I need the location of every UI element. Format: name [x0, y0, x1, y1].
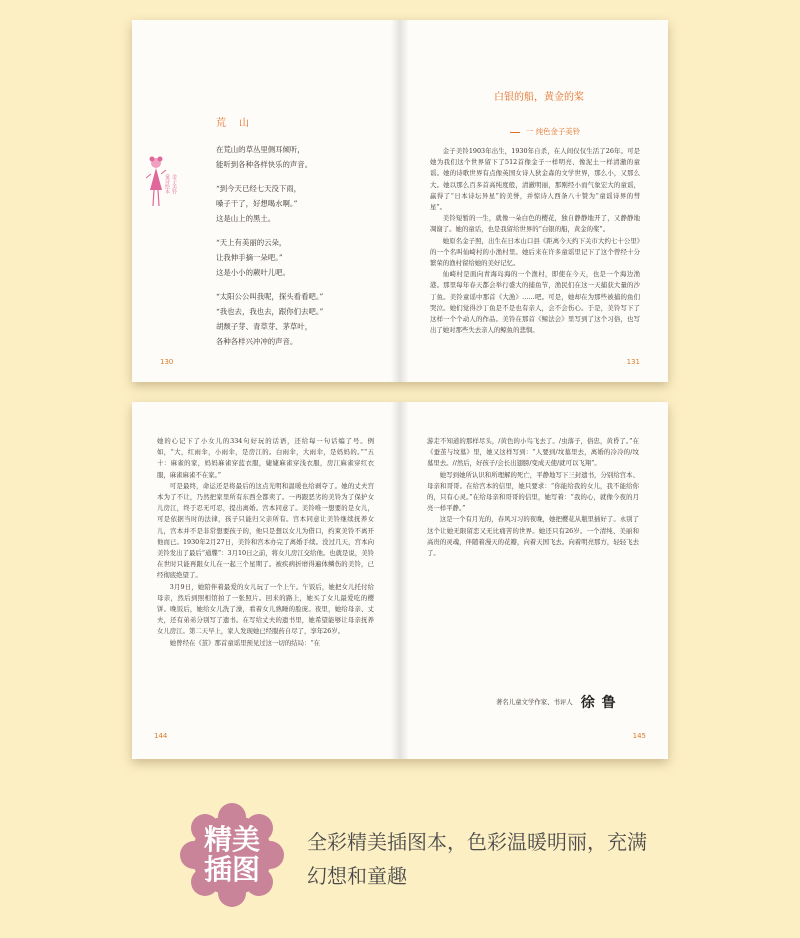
girl-illustration	[146, 156, 176, 220]
paragraph: 可是最终，命运还是将最后的这点光明和温暖也给剥夺了。她的丈夫宫本为了不让，乃然把家里所有东西全都卖了。一再跟恶劣的美铃为了保护女儿房江，终于忍无可忍，提出离婚。宫本同意了。美铃唯一想要的是女儿，可是依据当时的法律，孩子只能归父亲所有。宫本同意让美铃继续抚养女儿，宫本并不是非常想要孩子的，他只是想以女儿为借口，约束美铃不离开他而已。1930年2月27日，美铃和宫本办完了离婚手续。没过几天，宫本向美铃发出了最后“通牒”：3月10日之前，将女儿房江交给他。也就是说，美铃在世时只能再跟女儿在一起三个星期了。被疾病折磨得遍体鳞伤的美铃，已经彻底绝望了。	[157, 481, 374, 580]
essay-title: 白银的船，黄金的桨	[494, 92, 584, 103]
deco-caption: 金子美铃 童诗绘本	[164, 174, 177, 194]
book-gutter	[391, 402, 409, 759]
signature-caption: 著名儿童文学作家、书评人	[496, 698, 573, 706]
page-number: 130	[160, 358, 174, 366]
badge-label: 精美 插图	[203, 823, 260, 886]
signature: 徐 鲁	[580, 695, 617, 711]
page-144	[132, 402, 400, 759]
paragraph: 3月9日，她陪伴着最爱的女儿玩了一个上午。午饭后，她把女儿托付给母亲，然后到照相馆拍了一张照片。回来的路上，她买了女儿最爱吃的樱饼。晚饭后，她给女儿洗了澡，看着女儿熟睡的脸庞。夜里，她给母亲、丈夫，还有弟弟分别写了遗书。在写给丈夫的遗书里，她希望能够让母亲抚养女儿房江。第二天早上，家人发现她已经服药自尽了，享年26岁。	[157, 582, 374, 636]
book-gutter	[391, 20, 409, 382]
essay-body	[157, 436, 374, 649]
book-spread-top	[132, 20, 668, 382]
feature-caption: 全彩精美插图本，色彩温暖明丽，充满幻想和童趣	[307, 830, 647, 888]
paragraph: 她原名金子照，出生在日本山口县《距离今天约下关市大约七十公里》的一个名叫仙崎村的小渔村里。她后来在许多童谣里记下了这个曾经十分繁荣的渔村留给她的美好记忆。	[430, 236, 640, 268]
stanza: “天上有美丽的云朵， 让我伸手摘一朵吧。” 这是小小的蕨叶儿吧。	[216, 238, 290, 277]
page-145	[400, 402, 668, 759]
poem-title: 荒 山	[216, 118, 255, 129]
paragraph: 她写到她所认识和所理解的死亡，平静地写下三封遗书，分别给宫本、母亲和哥哥。在给宫本的信里，她只要求：“你能给我的女儿，我不能给你的，只有心灵。”在给母亲和哥哥的信里，她写着：“我的心，就像今夜的月亮一样平静。”	[427, 470, 639, 513]
paragraph: 她的心记下了小女儿的334句好玩的话语，还给每一句话编了号。例如，“大，红雨伞，小雨伞，是房江的。白雨伞，大雨伞，是妈妈的。”“五十：麻雀的家，妈妈麻雀穿蓝衣服，婕婕麻雀穿浅衣服，房江麻雀穿红衣服，麻雀麻雀不在家。”	[157, 437, 374, 479]
essay-body	[430, 146, 640, 336]
page-number: 145	[632, 732, 646, 740]
stanza: “太阳公公叫我呢，探头看看吧。” “我也去，我也去，跟你们去吧。” 胡颓子芽、青草芽、茅草叶， 各种各样兴冲冲的声音。	[216, 292, 324, 346]
paragraph: 游走不知道的那样尽头，/黄色的小鸟飞去了。/虫落子，俗忠，黄昏了。”在《蚕茧与坟墓》里，她又这样写到：“人要到/坟墓里去，离婚的冷冷的/坟墓里去。//然后，好孩子/会长出翅膀/变成天使/就可以飞翔”。	[427, 437, 639, 468]
paragraph: 金子美铃1903年出生，1930年自杀，在人间仅仅生活了26年。可是她为我们这个世界留下了512首像金子一样明亮、像泥土一样清澈的童谣。她的诗歌世界有点像英国女诗人狄金森的文学世界，那么小，又那么大。她以那么百多首高纯度般，清澈明丽，那刚经小而气象宏大的童谣，赢得了“日本诗坛异星”的美誉，并惊诗人西条八十赞为“童谣诗界的彗星”。	[430, 147, 640, 212]
paragraph: 仙崎村是面向青海岛海的一个渔村，即使在今天，也是一个海边渔港。那里每年春天都会举行盛大的捕鱼节，渔民们在这一天捕获大量的沙丁鱼。美铃童谣中那首《大漁》……吧。可是，她却在为那些被捕的鱼们哭泣。她们觉得沙丁鱼是不是也有亲人，会不会伤心。于是，美铃写下了这样一个个动人的作品。美铃在那首《鲸法会》里写到了这个习俗，也写出了她对那些失去亲人的鲸鱼的悲悯。	[430, 270, 640, 335]
page-number: 144	[154, 732, 168, 740]
feature-badge	[180, 803, 284, 907]
signature-line	[496, 692, 617, 712]
page-130	[132, 20, 400, 382]
page-number: 131	[626, 358, 640, 366]
paragraph: 这是一个有月光的，春风习习的夜晚，她把樱花从瓶里插好了。永别了这个让她无限留恋又无比痛苦的世界。她还只有26岁。一个清纯、美丽和高贵的灵魂，伴随着漫天的花瓣，向着天国飞去。向着明亮那方，轻轻飞去了。	[427, 515, 639, 558]
essay-body	[427, 436, 639, 559]
paragraph: 美铃短暂的一生，就像一朵白色的樱花，独自静静地开了，又静静地凋谢了。她的童话，也是我留给世界的“白银的船，黄金的桨”。	[430, 214, 640, 234]
stanza: 在荒山的草丛里侧耳倾听， 能听到各种各样快乐的声音。	[216, 145, 313, 169]
page-131	[400, 20, 668, 382]
poem-body	[216, 142, 386, 358]
paragraph: 她曾经在《茧》那首童谣里预见过这一切的结局：“在	[169, 638, 321, 647]
stanza: “到今天已经七天没下雨， 嗓子干了，好想喝水啊。” 这是山上的黑土。	[216, 184, 302, 223]
section-heading: 一 纯色金子美铃	[510, 126, 580, 137]
book-spread-bottom	[132, 402, 668, 759]
